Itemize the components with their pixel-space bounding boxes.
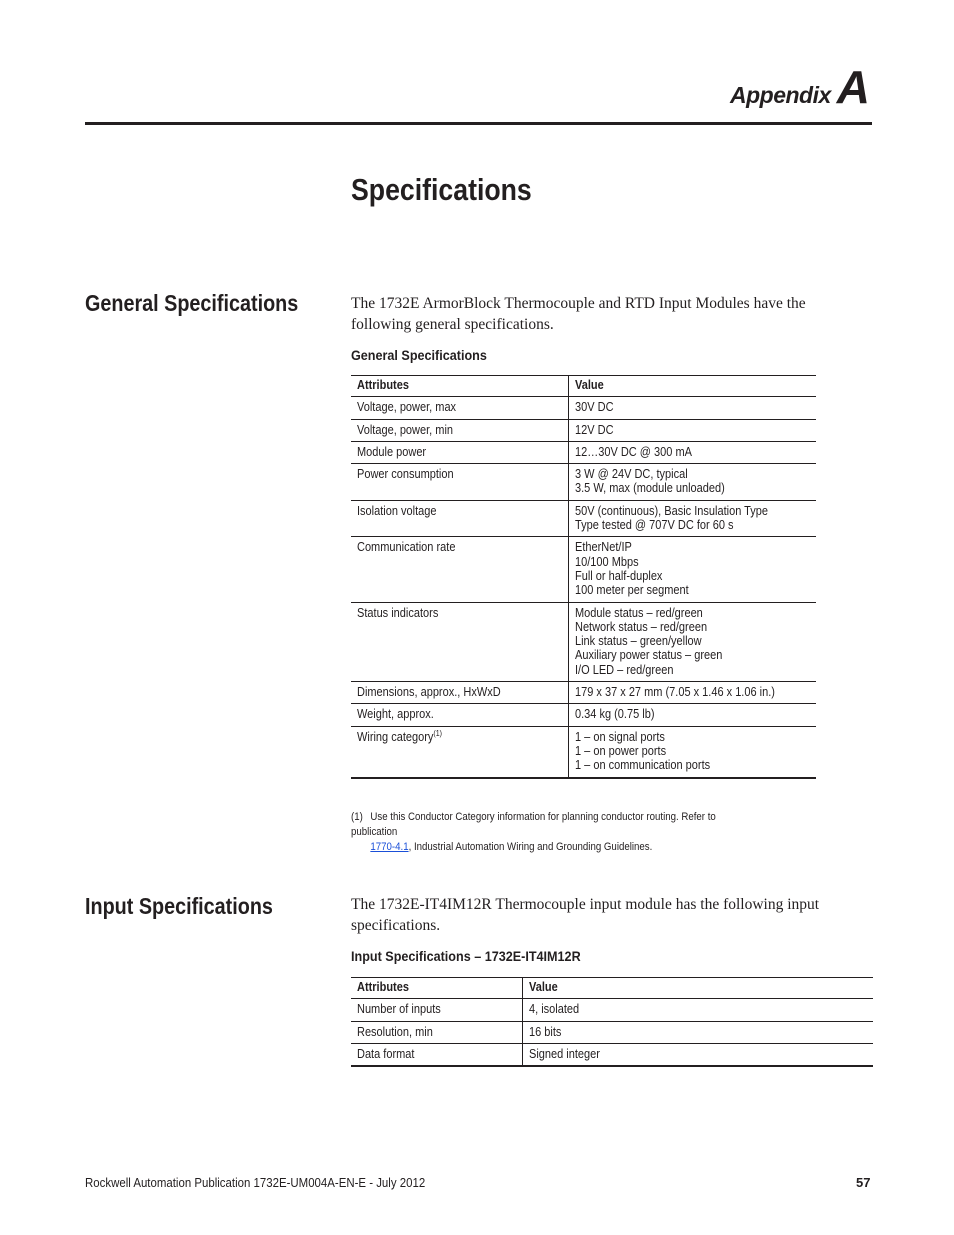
value-cell: Module status – red/green Network status – red/green Link status – green/yellow Auxiliary power status – green I/O LED – red/green (568, 602, 816, 681)
attribute-cell: Wiring category$^{(1)}$ (351, 726, 568, 777)
general-specs-table (351, 375, 816, 779)
value-cell: 30V DC (568, 397, 816, 419)
attribute-cell: Voltage, power, max (351, 397, 568, 419)
value-cell: 50V (continuous), Basic Insulation Type Type tested @ 707V DC for 60 s (568, 500, 816, 537)
column-header-attributes: Attributes (351, 978, 522, 999)
column-header-attributes: Attributes (351, 376, 568, 397)
attribute-cell: Communication rate (351, 537, 568, 602)
table-footnote (351, 810, 765, 855)
footnote-marker: (1) (351, 811, 363, 823)
value-cell: 0.34 kg (0.75 lb) (568, 704, 816, 726)
attribute-cell: Dimensions, approx., HxWxD (351, 682, 568, 704)
table-row (351, 464, 816, 501)
page-title: Specifications (351, 172, 532, 207)
table-header-row (351, 376, 816, 397)
general-specs-heading: General Specifications (85, 290, 299, 316)
page-number: 57 (856, 1175, 871, 1190)
value-cell: 1 – on signal ports 1 – on power ports 1 – on communication ports (568, 726, 816, 777)
input-specs-intro: The 1732E-IT4IM12R Thermocouple input module has the following input specifications. (351, 896, 820, 934)
appendix-letter: A (836, 61, 870, 113)
table-row (351, 726, 816, 777)
appendix-label (730, 60, 870, 114)
table-row (351, 1021, 873, 1043)
footnote-text: Use this Conductor Category information for planning conductor routing. Refer to publication (351, 811, 716, 838)
table-row (351, 704, 816, 726)
appendix-word: Appendix (729, 82, 831, 108)
value-cell: 179 x 37 x 27 mm (7.05 x 1.46 x 1.06 in.) (568, 682, 816, 704)
table-row (351, 441, 816, 463)
footer-publication: Rockwell Automation Publication 1732E-UM004A-EN-E - July 2012 (85, 1175, 426, 1190)
table-row (351, 602, 816, 681)
header-rule (85, 122, 872, 125)
value-cell: 3 W @ 24V DC, typical 3.5 W, max (module unloaded) (568, 464, 816, 501)
table-row (351, 1043, 873, 1066)
table-row (351, 999, 873, 1021)
attribute-cell: Data format (351, 1043, 522, 1066)
value-cell: 12…30V DC @ 300 mA (568, 441, 816, 463)
table-row (351, 500, 816, 537)
value-cell: 12V DC (568, 419, 816, 441)
value-cell: 16 bits (522, 1021, 873, 1043)
attribute-cell: Status indicators (351, 602, 568, 681)
attribute-cell: Power consumption (351, 464, 568, 501)
attribute-cell: Weight, approx. (351, 704, 568, 726)
attribute-cell: Isolation voltage (351, 500, 568, 537)
value-cell: Signed integer (522, 1043, 873, 1066)
general-specs-intro: The 1732E ArmorBlock Thermocouple and RTD Input Modules have the following general specifications. (351, 295, 806, 333)
input-specs-table-title: Input Specifications – 1732E-IT4IM12R (351, 948, 581, 964)
table-row (351, 419, 816, 441)
attribute-cell: Module power (351, 441, 568, 463)
table-row (351, 537, 816, 602)
value-cell: 4, isolated (522, 999, 873, 1021)
footnote-reference: (1) (433, 728, 443, 738)
attribute-cell: Resolution, min (351, 1021, 522, 1043)
attribute-cell: Voltage, power, min (351, 419, 568, 441)
publication-link[interactable]: 1770-4.1 (370, 841, 409, 853)
table-header-row (351, 978, 873, 999)
table-row (351, 682, 816, 704)
input-specs-heading: Input Specifications (85, 893, 273, 919)
footnote-text-after: , Industrial Automation Wiring and Grounding Guidelines. (408, 841, 653, 853)
table-row (351, 397, 816, 419)
attribute-cell: Number of inputs (351, 999, 522, 1021)
general-specs-table-title: General Specifications (351, 347, 487, 363)
column-header-value: Value (522, 978, 873, 999)
value-cell: EtherNet/IP 10/100 Mbps Full or half-duplex 100 meter per segment (568, 537, 816, 602)
column-header-value: Value (568, 376, 816, 397)
input-specs-table (351, 977, 873, 1067)
